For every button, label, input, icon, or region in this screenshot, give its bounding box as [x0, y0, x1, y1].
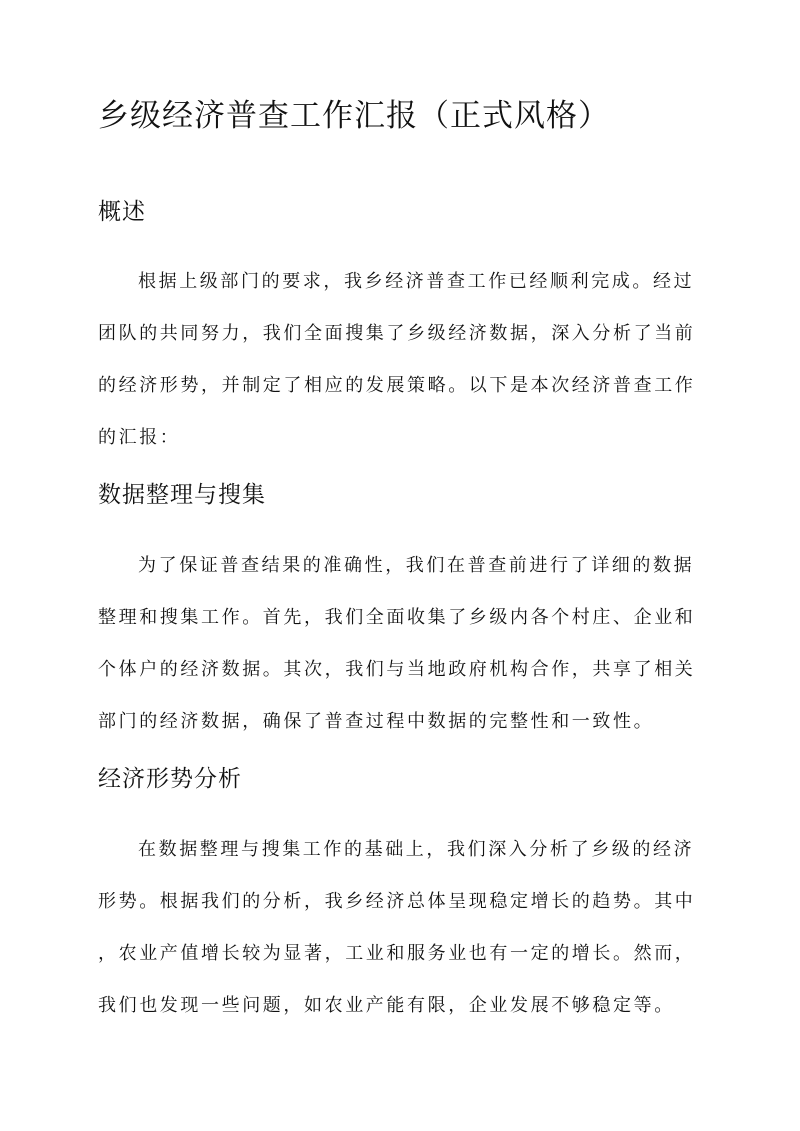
paragraph-line: 根据上级部门的要求，我乡经济普查工作已经顺利完成。经过: [138, 271, 695, 292]
paragraph-line: 部门的经济数据，确保了普查过程中数据的完整性和一致性。: [98, 711, 655, 732]
document-title: 乡级经济普查工作汇报（正式风格）: [98, 98, 610, 134]
section-paragraph-economic-analysis: [98, 824, 704, 1032]
section-heading-data-collection: 数据整理与搜集: [98, 482, 266, 508]
paragraph-line: 个体户的经济数据。其次，我们与当地政府机构合作，共享了相关: [98, 659, 696, 680]
paragraph-line: 在数据整理与搜集工作的基础上，我们深入分析了乡级的经济: [138, 839, 695, 860]
section-heading-overview: 概述: [98, 199, 146, 225]
paragraph-line: 我们也发现一些问题，如农业产能有限，企业发展不够稳定等。: [98, 995, 675, 1016]
paragraph-line: 团队的共同努力，我们全面搜集了乡级经济数据，深入分析了当前: [98, 323, 696, 344]
paragraph-line: 的汇报：: [98, 427, 181, 448]
paragraph-line: 为了保证普查结果的准确性，我们在普查前进行了详细的数据: [138, 555, 695, 576]
section-heading-economic-analysis: 经济形势分析: [98, 766, 242, 792]
section-paragraph-overview: [98, 256, 704, 464]
paragraph-line: ，农业产值增长较为显著，工业和服务业也有一定的增长。然而，: [98, 943, 696, 964]
paragraph-line: 整理和搜集工作。首先，我们全面收集了乡级内各个村庄、企业和: [98, 607, 696, 628]
section-paragraph-data-collection: [98, 540, 704, 748]
paragraph-line: 形势。根据我们的分析，我乡经济总体呈现稳定增长的趋势。其中: [98, 891, 696, 912]
paragraph-line: 的经济形势，并制定了相应的发展策略。以下是本次经济普查工作: [98, 375, 696, 396]
